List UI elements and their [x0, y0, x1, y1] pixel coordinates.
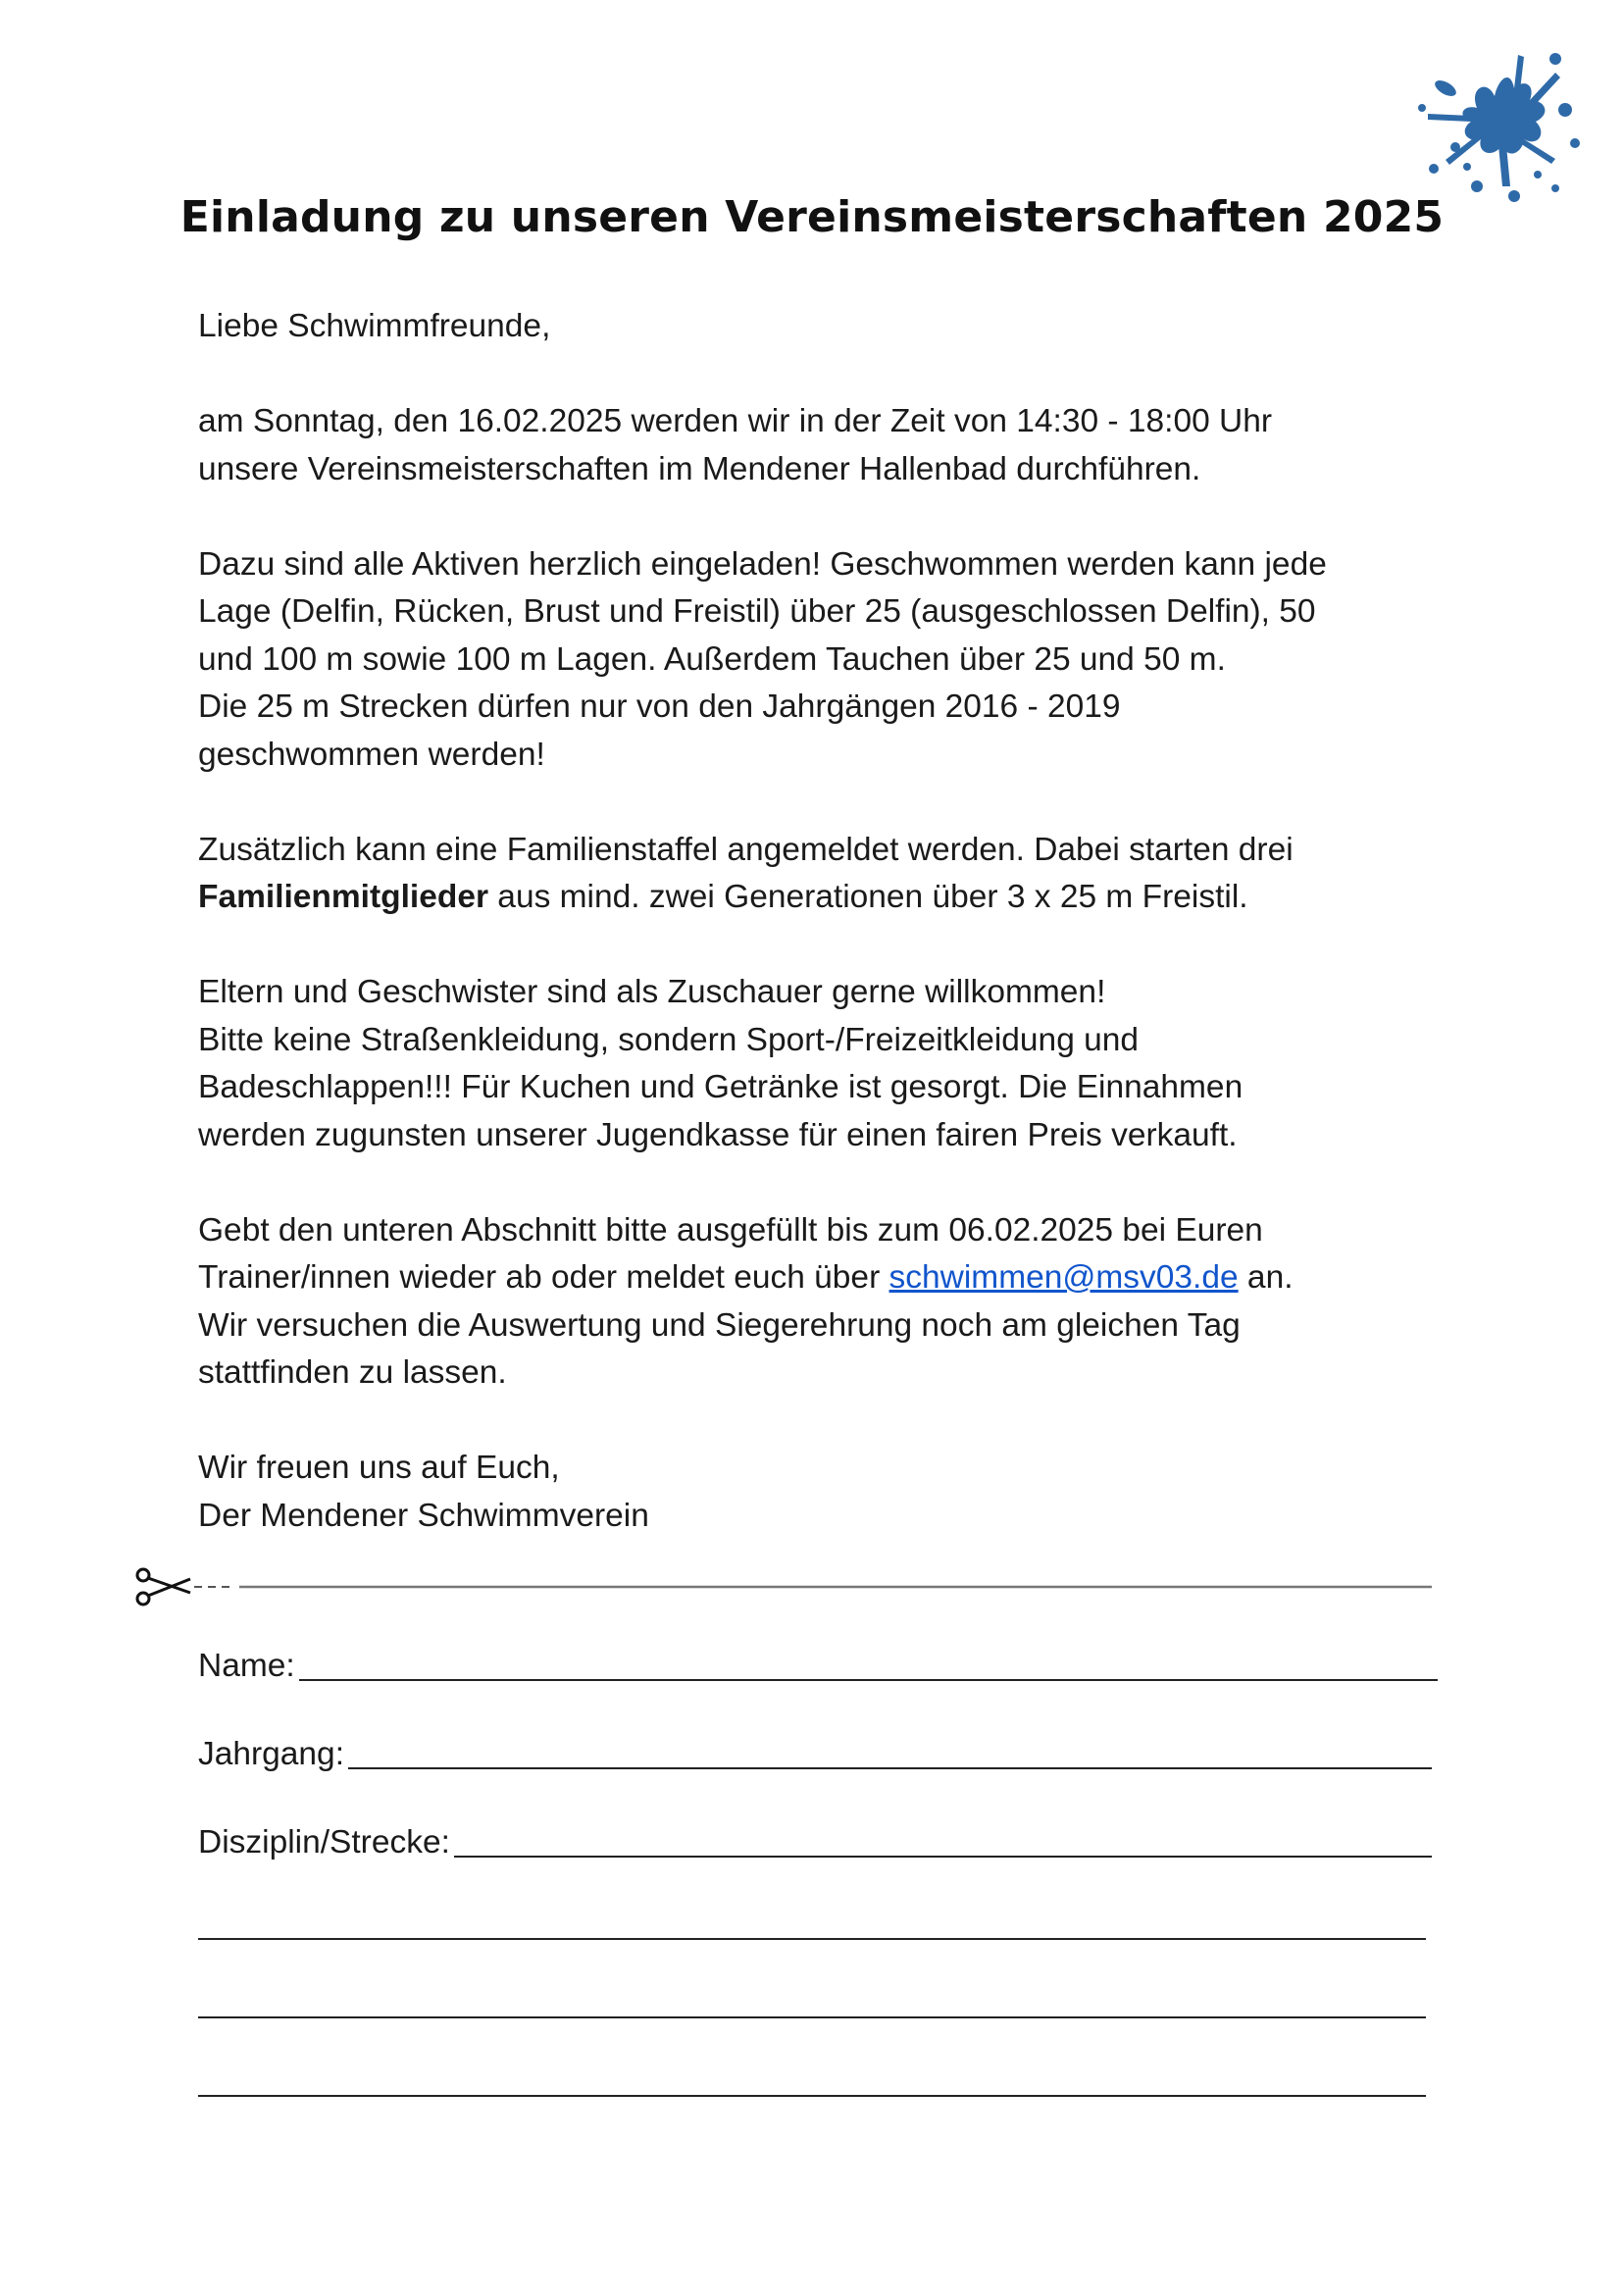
text-line: Gebt den unteren Abschnitt bitte ausgefüllt bis zum 06.02.2025 bei Euren: [198, 1211, 1263, 1249]
text-line: Wir versuchen die Auswertung und Siegerehrung noch am gleichen Tag: [198, 1306, 1241, 1344]
jahrgang-line[interactable]: [348, 1767, 1432, 1769]
greeting-text: Liebe Schwimmfreunde,: [198, 308, 551, 344]
text-line: geschwommen werden!: [198, 736, 545, 773]
text-line: [198, 874, 1473, 922]
jahrgang-field[interactable]: [198, 1736, 1432, 1773]
paragraph-family-relay: [198, 827, 1473, 922]
text-line: Zusätzlich kann eine Familienstaffel angemeldet werden. Dabei starten drei: [198, 831, 1294, 868]
disziplin-line[interactable]: [454, 1856, 1432, 1858]
name-label: Name:: [198, 1648, 295, 1684]
email-link[interactable]: schwimmen@msv03.de: [888, 1259, 1239, 1296]
text-line: stattfinden zu lassen.: [198, 1354, 507, 1391]
text-line: Badeschlappen!!! Für Kuchen und Getränke ist gesorgt. Die Einnahmen: [198, 1069, 1243, 1105]
paragraph-closing: [198, 1445, 1473, 1540]
cut-line: [129, 1567, 1434, 1606]
blank-line[interactable]: [198, 2095, 1426, 2097]
splash-logo-icon: [1408, 49, 1585, 206]
paragraph-date: [198, 398, 1473, 493]
text-line: am Sonntag, den 16.02.2025 werden wir in der Zeit von 14:30 - 18:00 Uhr: [198, 403, 1273, 439]
text-line: [198, 1254, 1473, 1302]
paragraph-registration: [198, 1207, 1473, 1398]
disziplin-label: Disziplin/Strecke:: [198, 1824, 450, 1861]
text-span: an.: [1238, 1259, 1294, 1296]
jahrgang-label: Jahrgang:: [198, 1736, 344, 1772]
greeting: [198, 303, 1473, 351]
text-line: Dazu sind alle Aktiven herzlich eingeladen! Geschwommen werden kann jede: [198, 545, 1327, 583]
scissors-icon: [137, 1569, 190, 1605]
text-line: werden zugunsten unserer Jugendkasse für einen fairen Preis verkauft.: [198, 1116, 1238, 1153]
name-line[interactable]: [299, 1679, 1438, 1681]
text-line: unsere Vereinsmeisterschaften im Mendener Hallenbad durchführen.: [198, 450, 1201, 487]
text-line: Die 25 m Strecken dürfen nur von den Jahrgängen 2016 - 2019: [198, 688, 1121, 725]
text-line: Wir freuen uns auf Euch,: [198, 1450, 560, 1486]
text-line: Der Mendener Schwimmverein: [198, 1497, 649, 1534]
bold-text: Familienmitglieder: [198, 879, 488, 915]
page-title: Einladung zu unseren Vereinsmeisterschaften 2025: [179, 192, 1445, 242]
paragraph-spectators: [198, 969, 1473, 1159]
text-line: Lage (Delfin, Rücken, Brust und Freistil) über 25 (ausgeschlossen Delfin), 50: [198, 593, 1316, 630]
text-line: Bitte keine Straßenkleidung, sondern Sport-/Freizeitkleidung und: [198, 1021, 1140, 1058]
blank-line[interactable]: [198, 2016, 1426, 2018]
text-line: und 100 m sowie 100 m Lagen. Außerdem Tauchen über 25 und 50 m.: [198, 640, 1226, 678]
blank-line[interactable]: [198, 1938, 1426, 1940]
text-line: Eltern und Geschwister sind als Zuschauer gerne willkommen!: [198, 974, 1106, 1010]
paragraph-disciplines: [198, 541, 1473, 780]
text-span: aus mind. zwei Generationen über 3 x 25 m Freistil.: [488, 879, 1248, 915]
name-field[interactable]: [198, 1648, 1438, 1685]
letter-body: [198, 398, 1473, 1540]
disziplin-field[interactable]: [198, 1824, 1432, 1861]
text-span: Trainer/innen wieder ab oder meldet euch über: [198, 1259, 889, 1296]
